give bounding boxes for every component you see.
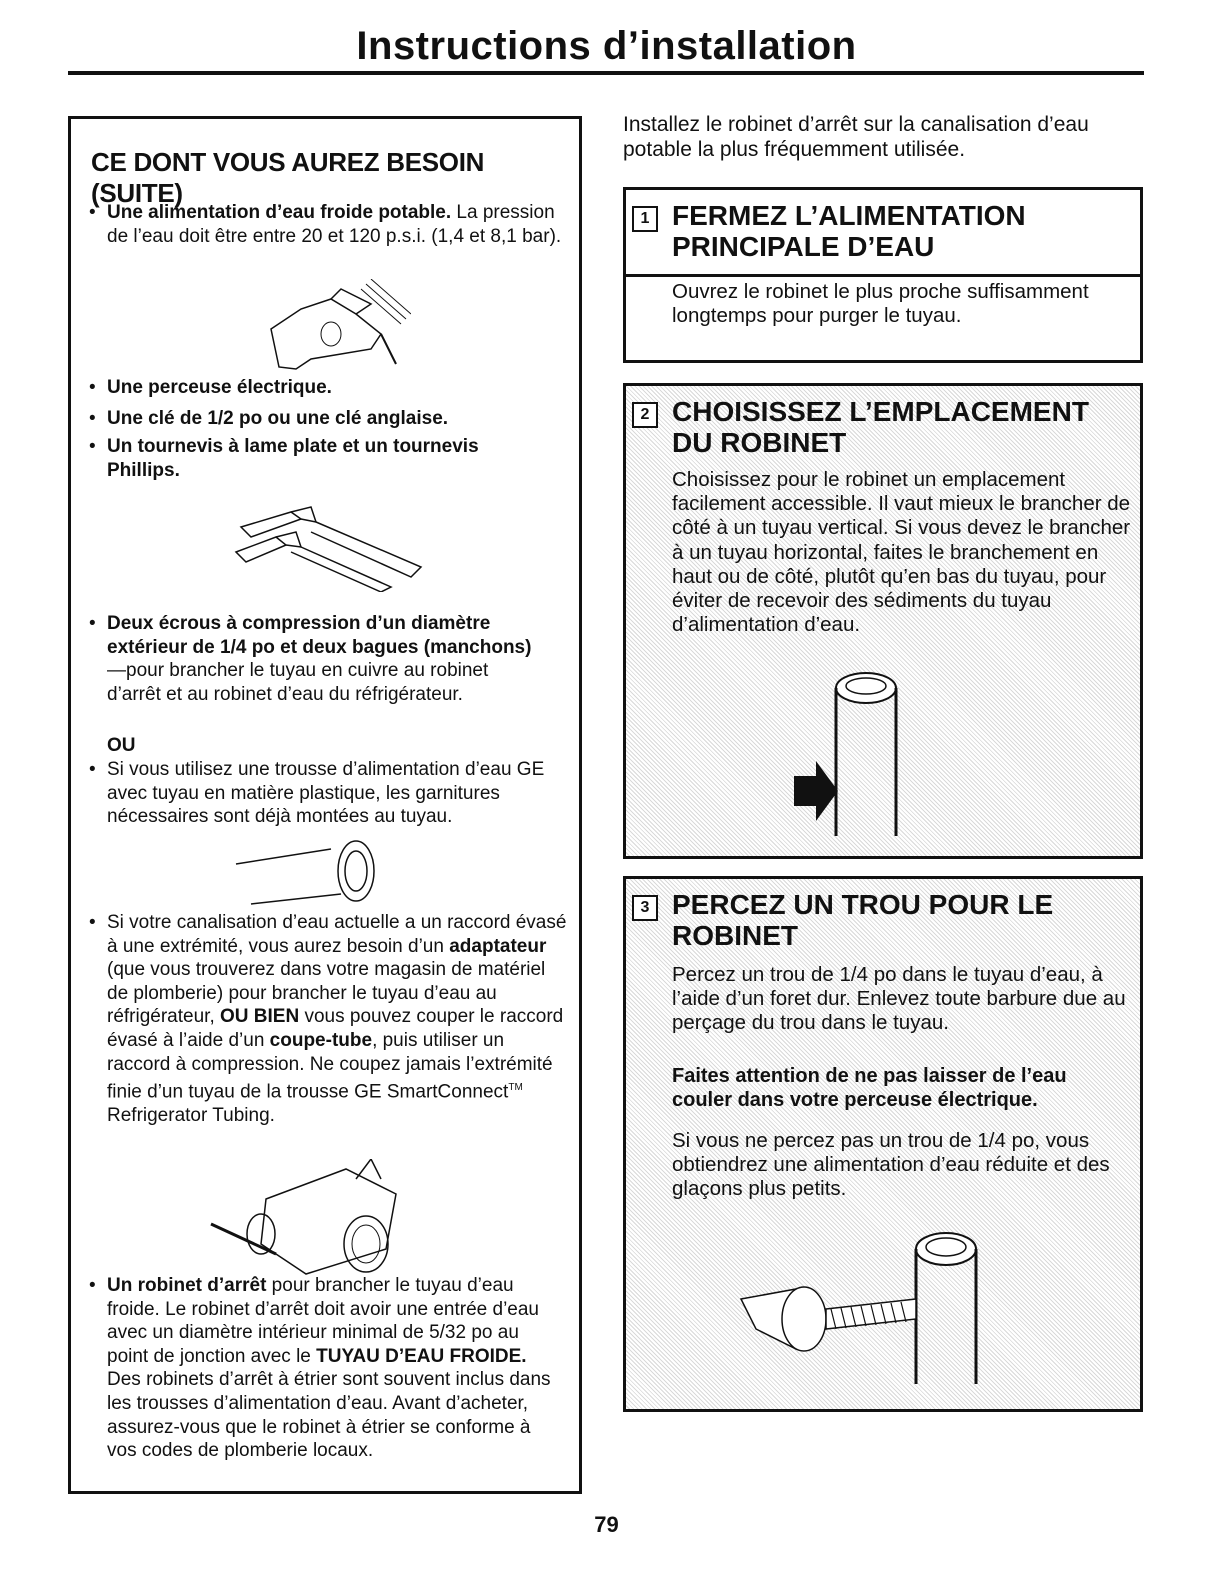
supplies-box (68, 116, 582, 1494)
or-label: OU (107, 735, 136, 756)
vertical-pipe-illustration (786, 666, 936, 846)
step-1-border (623, 187, 1143, 363)
shutoff-valve-illustration (206, 1159, 406, 1279)
step-1-body: Ouvrez le robinet le plus proche suffisamment longtemps pour purger le tuyau. (672, 280, 1089, 328)
compression-nuts-illustration (231, 497, 431, 592)
list-item-drill: • Une perceuse électrique. (89, 377, 332, 398)
flared-fitting-illustration (231, 839, 391, 919)
list-item-water-supply: • Une alimentation d’eau froide potable. La pression de l’eau doit être entre 20 et 120 p.s.i. (1,4 et 8,1 bar). (89, 202, 562, 247)
step-3-box (623, 876, 1143, 1412)
step-2-body: Choisissez pour le robinet un emplacement facilement accessible. Il vaut mieux le brancher de côté à un tuyau vertical. Si vous devez le brancher à un tuyau horizontal, faites le branchement en haut ou de côté, plutôt qu’en bas du tuyau, pour éviter de recevoir des sédiments du tuyau d’alimentation d’eau. (672, 468, 1131, 637)
step-2-title: CHOISISSEZ L’EMPLACEMENT DU ROBINET (672, 396, 1089, 458)
list-item-shutoff-valve: • Un robinet d’arrêt pour brancher le tuyau d’eau froide. Le robinet d’arrêt doit avoir une entrée d’eau avec un diamètre intérieur minimal de 5/32 po au point de jonction avec le TUYAU D’EAU FROIDE. Des robinets d’arrêt à étrier sont souvent inclus dans les trousses d’alimentation d’eau. Avant d’acheter, assurez-vous que le robinet à étrier se conforme à vos codes de plomberie locaux. (89, 1275, 551, 1462)
step-3-warning: Faites attention de ne pas laisser de l’eau couler dans votre perceuse électrique. (672, 1065, 1067, 1112)
drilling-pipe-illustration (736, 1219, 996, 1389)
page-title: Instructions d’installation (356, 24, 857, 68)
step-2-box (623, 383, 1143, 859)
step-1-number: 1 (632, 206, 658, 232)
title-rule (68, 71, 1144, 75)
step-1-title: FERMEZ L’ALIMENTATION PRINCIPALE D’EAU (672, 200, 1026, 262)
list-item-wrench: • Une clé de 1/2 po ou une clé anglaise. (89, 408, 449, 429)
list-item-plastic-tubing-kit: • Si vous utilisez une trousse d’alimentation d’eau GE avec tuyau en matière plastique, les garnitures nécessaires sont déjà montées au tuyau. (89, 759, 545, 828)
drill-illustration (261, 279, 411, 374)
list-item-compression-nuts: • Deux écrous à compression d’un diamètre extérieur de 1/4 po et deux bagues (manchons)—pour brancher le tuyau en cuivre au robinet d’arrêt et au robinet d’eau du réfrigérateur. (89, 613, 532, 705)
list-item-screwdrivers: • Un tournevis à lame plate et un tournevis Phillips. (89, 436, 479, 481)
step-2-number: 2 (632, 402, 658, 428)
step-3-number: 3 (632, 895, 658, 921)
step-3-body: Percez un trou de 1/4 po dans le tuyau d’eau, à l’aide d’un foret dur. Enlevez toute barbure due au perçage du trou dans le tuyau. (672, 963, 1126, 1035)
list-item-adapter: • Si votre canalisation d’eau actuelle a un raccord évasé à une extrémité, vous aurez besoin d’un adaptateur (que vous trouverez dans votre magasin de matériel de plomberie) pour brancher le tuyau d’eau au réfrigérateur, OU BIEN vous pouvez couper le raccord évasé à l’aide d’un coupe-tube, puis utiliser un raccord à compression. Ne coupez jamais l’extrémité finie d’un tuyau de la trousse GE SmartConnect™ Refrigerator Tubing. (89, 912, 567, 1127)
step-3-body-2: Si vous ne percez pas un trou de 1/4 po, vous obtiendrez une alimentation d’eau réduite et des glaçons plus petits. (672, 1129, 1110, 1201)
page-number: 79 (594, 1512, 619, 1537)
step-3-title: PERCEZ UN TROU POUR LE ROBINET (672, 889, 1054, 951)
intro-text: Installez le robinet d’arrêt sur la canalisation d’eau potable la plus fréquemment utilisée. (623, 113, 1089, 161)
supplies-heading: CE DONT VOUS AUREZ BESOIN (SUITE) (91, 147, 485, 208)
